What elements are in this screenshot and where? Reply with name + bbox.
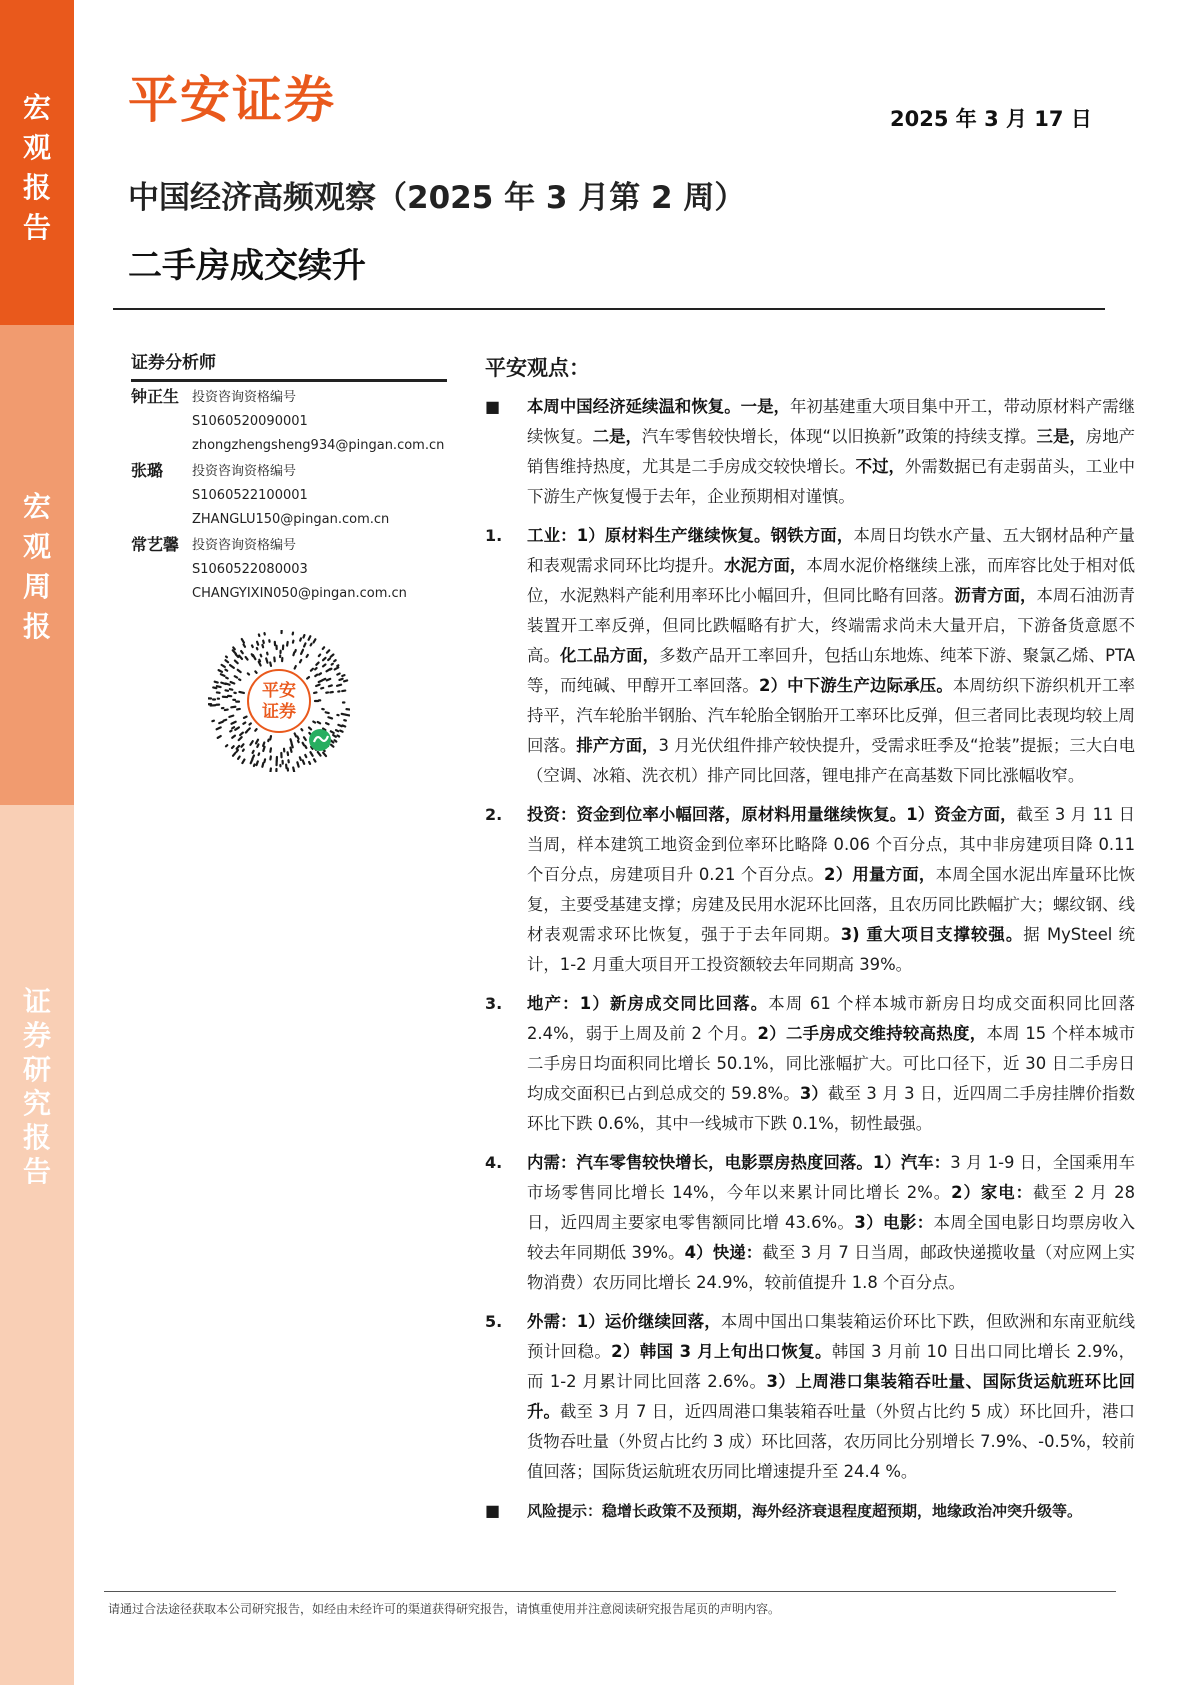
qr-dot (303, 760, 304, 763)
qr-dot (252, 654, 253, 656)
qr-dot (252, 645, 253, 647)
viewpoints-section (485, 352, 1135, 1535)
qr-dot (257, 648, 258, 649)
qr-dot (241, 744, 243, 746)
analyst-email[interactable]: CHANGYIXIN050@pingan.com.cn (192, 586, 407, 601)
qr-dot (239, 656, 242, 659)
qr-dot (219, 722, 223, 723)
qr-code-graphic (208, 630, 350, 772)
analyst-list (131, 386, 451, 608)
qr-dot (270, 748, 271, 751)
qr-dot (217, 727, 221, 729)
qr-dot (333, 735, 336, 737)
qr-dot (215, 682, 218, 683)
viewpoint-item (485, 1148, 1135, 1298)
qr-dot (334, 660, 335, 661)
qr-dot (322, 679, 325, 680)
footer-divider (104, 1591, 1116, 1592)
qr-dot (311, 644, 312, 646)
item-number: 3. (485, 994, 503, 1013)
viewpoint-text: 本周中国经济延续温和恢复。一是，年初基建重大项目集中开工，带动原材料产需继续恢复。二是，汽车零售较快增长，体现“以旧换新”政策的持续支撑。三是，房地产销售维持热度，尤其是二手房成交较快增长。不过，外需数据已有走弱苗头，工业中下游生产恢复慢于去年，企业预期相对谨慎。 (527, 397, 1136, 506)
qr-dot (257, 761, 258, 765)
mini-program-icon (309, 729, 331, 751)
item-number: 5. (485, 1312, 503, 1331)
sidebar-macro-report-label: 宏观报告 (22, 91, 51, 244)
qr-dot (225, 670, 227, 671)
qr-dot (316, 663, 318, 665)
qr-dot (254, 764, 255, 766)
qr-dot (219, 670, 222, 672)
qr-dot (342, 725, 345, 726)
qr-dot (336, 730, 338, 731)
analyst-email[interactable]: zhongzhengsheng934@pingan.com.cn (192, 438, 445, 453)
qr-dot (342, 675, 344, 676)
qr-dot (293, 652, 294, 655)
qr-dot (231, 682, 235, 683)
qr-dot (263, 742, 264, 745)
qr-dot (295, 666, 296, 668)
qr-dot (323, 664, 325, 666)
qr-dot (242, 760, 244, 763)
qr-dot (237, 746, 240, 749)
analyst-heading: 证券分析师 (131, 348, 447, 382)
qr-dot (335, 667, 339, 669)
qr-dot (257, 744, 258, 747)
qr-code[interactable] (208, 630, 350, 772)
qr-dot (304, 737, 306, 740)
qr-dot (313, 722, 315, 723)
qr-dot (266, 658, 267, 662)
analyst-entry (131, 386, 451, 458)
qr-dot (231, 707, 235, 708)
qr-dot (232, 727, 234, 728)
qr-dot (330, 669, 331, 670)
qr-dot (314, 759, 315, 761)
analyst-entry (131, 534, 451, 606)
risk-warning-text: 风险提示：稳增长政策不及预期，海外经济衰退程度超预期，地缘政治冲突升级等。 (527, 1502, 1083, 1520)
qr-dot (239, 692, 243, 693)
analyst-qualification: 投资咨询资格编号 (192, 464, 297, 479)
qr-dot (263, 747, 264, 751)
qr-dot (238, 757, 240, 759)
qr-dot (235, 676, 237, 677)
qr-dot (303, 635, 304, 637)
qr-dot (314, 692, 316, 693)
qr-dot (249, 723, 250, 724)
qr-dot (327, 679, 330, 681)
viewpoint-text: 内需：汽车零售较快增长，电影票房热度回落。1）汽车：3 月 1-9 日，全国乘用车市场零售同比增长 14%，今年以来累计同比增长 2%。2）家电：截至 2 月 28 日，近四周主要家电零售额同比增 43.6%。3）电影：本周全国电影日均票房收入较去年同期低 39%。4）快递：截至 3 月 7 日当周，邮政快递揽收量（对应网上实物消费）农历同比增长 24.9%，较前值提升 1.8 个百分点。 (527, 1153, 1136, 1292)
analyst-qualification: 投资咨询资格编号 (192, 390, 297, 405)
qr-dot (259, 753, 260, 755)
qr-dot (235, 727, 239, 729)
qr-dot (326, 723, 329, 724)
header-divider (113, 308, 1105, 310)
sidebar (0, 0, 74, 1685)
qr-dot (331, 745, 333, 747)
viewpoint-item (485, 1307, 1135, 1487)
viewpoint-item (485, 800, 1135, 980)
qr-dot (319, 655, 320, 657)
qr-dot (232, 746, 234, 748)
qr-dot (213, 687, 216, 688)
qr-dot (314, 639, 316, 642)
analyst-qualification: 投资咨询资格编号 (192, 538, 297, 553)
qr-dot (221, 683, 225, 684)
qr-dot (326, 712, 329, 713)
qr-dot (230, 689, 232, 690)
qr-dot (337, 673, 339, 674)
qr-dot (329, 685, 332, 686)
qr-dot (230, 731, 231, 732)
qr-dot (253, 751, 254, 753)
qr-dot (346, 715, 350, 716)
qr-dot (305, 755, 306, 757)
viewpoints-heading: 平安观点： (485, 356, 590, 380)
qr-dot (256, 740, 258, 744)
qr-dot (301, 729, 302, 730)
qr-dot (315, 668, 317, 669)
viewpoint-item (485, 521, 1135, 791)
qr-center-disc (245, 667, 313, 735)
qr-dot (295, 733, 296, 736)
qr-dot (226, 656, 227, 657)
qr-dot (251, 759, 253, 763)
analyst-code: S1060520090001 (192, 414, 308, 429)
qr-dot (309, 636, 311, 639)
qr-dot (232, 736, 235, 738)
report-date: 2025 年 3 月 17 日 (890, 107, 1092, 131)
qr-logo-text-2: 证券 (262, 702, 296, 722)
qr-dot (233, 650, 236, 653)
qr-dot (332, 664, 333, 665)
sidebar-macro-weekly-label: 宏观周报 (22, 490, 51, 643)
qr-dot (318, 752, 321, 756)
qr-dot (264, 759, 265, 762)
report-title: 中国经济高频观察（2025 年 3 月第 2 周） (128, 180, 746, 216)
company-logo: 平安证券 (128, 71, 336, 129)
qr-dot (242, 639, 244, 643)
qr-dot (238, 670, 241, 672)
qr-dot (295, 650, 296, 652)
viewpoint-item (485, 392, 1135, 512)
qr-dot (292, 743, 293, 747)
qr-dot (250, 741, 252, 745)
qr-dot (309, 762, 310, 764)
qr-dot (224, 720, 227, 721)
qr-dot (301, 650, 303, 654)
analyst-name: 钟正生 (131, 387, 180, 406)
qr-dot (235, 661, 238, 664)
qr-dot (300, 757, 301, 760)
qr-dot (218, 736, 221, 738)
qr-dot (303, 743, 304, 745)
qr-dot (257, 642, 258, 645)
qr-dot (331, 731, 334, 733)
analyst-email[interactable]: ZHANGLU150@pingan.com.cn (192, 512, 390, 527)
qr-dot (239, 679, 240, 680)
qr-dot (318, 722, 320, 723)
qr-dot (241, 651, 243, 653)
qr-dot (237, 750, 238, 752)
qr-dot (327, 650, 329, 652)
qr-dot (287, 642, 288, 646)
qr-dot (305, 746, 306, 748)
qr-dot (293, 767, 294, 772)
qr-logo-text-1: 平安 (262, 681, 296, 701)
analyst-name: 常艺馨 (131, 535, 180, 554)
viewpoint-list (485, 392, 1135, 1526)
qr-dot (231, 722, 235, 724)
item-number: 4. (485, 1153, 503, 1172)
viewpoint-text: 地产：1）新房成交同比回落。本周 61 个样本城市新房日均成交面积同比回落 2.4%，弱于上周及前 2 个月。2）二手房成交维持较高热度，本周 15 个样本城市二手房日均面积同比增长 50.1%，同比涨幅扩大。可比口径下，近 30 日二手房日均成交面积已占到总成交的 59.8%。3）截至 3 月 3 日，近四周二手房挂牌价指数环比下跌 0.6%，其中一线城市下跌 0.1%，韧性最强。 (527, 994, 1136, 1133)
qr-dot (255, 729, 256, 731)
report-subtitle: 二手房成交续升 (128, 246, 366, 286)
qr-dot (229, 716, 233, 717)
qr-dot (255, 671, 256, 672)
sidebar-macro-report (0, 0, 74, 325)
qr-dot (297, 762, 298, 766)
qr-dot (310, 752, 312, 756)
qr-dot (328, 659, 330, 661)
sidebar-securities-research-label: 证券研究报告 (22, 985, 51, 1188)
qr-dot (323, 647, 324, 649)
qr-dot (221, 674, 225, 676)
qr-dot (222, 665, 225, 667)
footer-disclaimer: 请通过合法途径获取本公司研究报告，如经由未经许可的渠道获得研究报告，请慎重使用并注意阅读研究报告尾页的声明内容。 (108, 1602, 781, 1616)
qr-dot (226, 745, 227, 746)
qr-dot (233, 647, 235, 649)
qr-dot (300, 638, 301, 640)
qr-dot (233, 753, 235, 756)
qr-dot (270, 769, 271, 772)
qr-dot (311, 669, 313, 671)
qr-dot (338, 725, 341, 726)
qr-dot (270, 736, 271, 739)
qr-dot (337, 685, 341, 686)
qr-dot (239, 737, 242, 740)
qr-dot (307, 677, 309, 678)
qr-dot (304, 643, 305, 646)
qr-dot (237, 709, 240, 710)
qr-dot (321, 688, 323, 689)
viewpoint-text: 外需：1）运价继续回落，本周中国出口集装箱运价环比下跌，但欧洲和东南亚航线预计回稳。2）韩国 3 月上旬出口恢复。韩国 3 月前 10 日出口同比增长 2.9%，而 1-2 月累计同比回落 2.6%。3）上周港口集装箱吞吐量、国际货运航班环比回升。截至 3 月 7 日，近四周港口集装箱吞吐量（外贸占比约 5 成）环比回升，港口货物吞吐量（外贸占比约 3 成）环比回落，农历同比分别增长 7.9%、-0.5%，较前值回落；国际货运航班农历同比增速提升至 24.4 %。 (527, 1312, 1136, 1481)
qr-dot (248, 673, 249, 674)
item-number: 2. (485, 805, 503, 824)
risk-warning (485, 1496, 1135, 1526)
qr-dot (307, 655, 308, 657)
bullet-square-icon: ■ (485, 1501, 501, 1520)
qr-dot (331, 655, 334, 657)
qr-dot (246, 731, 247, 732)
analyst-name: 张璐 (131, 461, 164, 480)
sidebar-macro-weekly (0, 325, 74, 805)
qr-dot (240, 733, 243, 735)
qr-dot (246, 657, 248, 660)
qr-dot (328, 717, 332, 718)
qr-dot (319, 673, 321, 674)
qr-dot (244, 644, 245, 646)
qr-dot (290, 748, 291, 752)
analyst-entry (131, 460, 451, 532)
qr-dot (340, 731, 342, 732)
qr-dot (323, 753, 326, 756)
sidebar-securities-research (0, 805, 74, 1685)
qr-dot (323, 658, 326, 660)
analyst-code: S1060522080003 (192, 562, 308, 577)
qr-dot (263, 641, 264, 643)
qr-dot (337, 665, 338, 666)
qr-dot (262, 645, 263, 647)
qr-dot (316, 685, 320, 686)
qr-dot (297, 737, 298, 739)
qr-dot (244, 717, 247, 718)
qr-dot (338, 736, 340, 737)
qr-dot (225, 660, 228, 662)
qr-dot (230, 665, 234, 668)
qr-dot (243, 723, 245, 724)
qr-dot (300, 660, 301, 662)
qr-dot (339, 679, 342, 680)
qr-dot (344, 680, 347, 681)
qr-dot (315, 675, 317, 676)
qr-dot (259, 660, 260, 662)
viewpoint-item (485, 989, 1135, 1139)
qr-dot (335, 740, 337, 741)
qr-dot (270, 662, 271, 665)
qr-dot (262, 763, 263, 767)
qr-dot (261, 655, 262, 657)
qr-dot (243, 750, 244, 751)
analyst-code: S1060522100001 (192, 488, 308, 503)
viewpoint-text: 工业：1）原材料生产继续恢复。钢铁方面，本周日均铁水产量、五大钢材品种产量和表观需求同环比均提升。水泥方面，本周水泥价格继续上涨，而库容比处于相对低位，水泥熟料产能利用率环比小幅回升，但同比略有回落。沥青方面，本周石油沥青装置开工率反弹，但同比跌幅略有扩大，终端需求尚未大量开启，下游备货意愿不高。化工品方面，多数产品开工率回升，包括山东地炼、纯苯下游、聚氯乙烯、PTA 等，而纯碱、甲醇开工率回落。2）中下游生产边际承压。本周纺织下游织机开工率持平，汽车轮胎半钢胎、汽车轮胎全钢胎开工率环比反弹，但三者同比表现均较上周回落。排产方面，3 月光伏组件排产较快提升，受需求旺季及“抢装”提振；三大白电（空调、冰箱、洗衣机）排产同比回落，锂电排产在高基数下同比涨幅收窄。 (527, 526, 1136, 785)
qr-dot (217, 686, 221, 687)
qr-dot (226, 678, 228, 679)
viewpoint-text: 投资：资金到位率小幅回落，原材料用量继续恢复。1）资金方面，截至 3 月 11 日当周，样本建筑工地资金到位率环比略降 0.06 个百分点，其中非房建项目降 0.11 个百分点，房建项目升 0.21 个百分点。2）用量方面，本周全国水泥出库量环比恢复，主要受基建支撑；房建及民用水泥环比回落，且农历同比跌幅扩大；螺纹钢、线材表观需求环比恢复，强于于去年同期。3) 重大项目支撑较强。据 MySteel 统计，1-2 月重大项目开工投资额较去年同期高 39%。 (527, 805, 1136, 974)
qr-dot (298, 741, 299, 742)
qr-dot (309, 728, 311, 730)
item-number: 1. (485, 526, 503, 545)
bullet-square-icon: ■ (485, 397, 501, 416)
